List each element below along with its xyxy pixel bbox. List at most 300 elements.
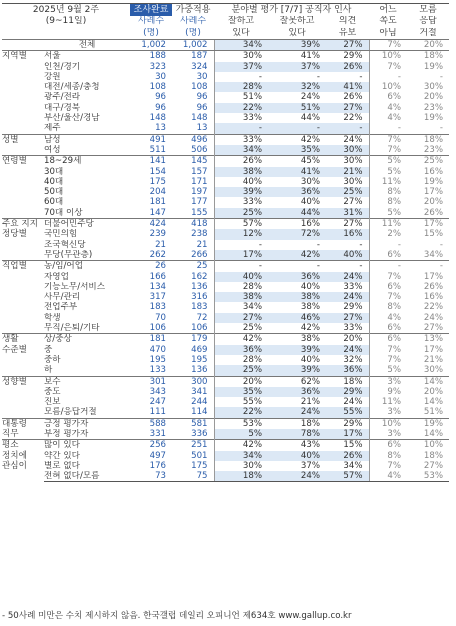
neither-pct: 4% bbox=[369, 471, 407, 482]
survey-count: 106 bbox=[149, 323, 167, 334]
weighted-count: 114 bbox=[172, 407, 214, 418]
row-label: 많이 있다 bbox=[44, 440, 130, 451]
col-dk-sub: 응답 bbox=[419, 16, 437, 27]
dk-pct: 30% bbox=[423, 82, 444, 93]
weighted-count: 341 bbox=[172, 387, 214, 397]
good-pct: 36% bbox=[214, 345, 268, 355]
row-label: 더불어민주당 bbox=[44, 219, 130, 230]
table-row bbox=[2, 313, 449, 323]
row-label: 중하 bbox=[44, 354, 61, 365]
col-bad-sub: 있다 bbox=[268, 28, 326, 40]
good-pct: 34% bbox=[214, 451, 268, 461]
weighted-count: 244 bbox=[172, 397, 214, 407]
good-pct: 25% bbox=[214, 365, 268, 376]
neither-pct: 3% bbox=[387, 428, 402, 439]
dk-pct: 23% bbox=[423, 102, 444, 113]
bad-pct: 40% bbox=[300, 281, 321, 292]
row-label: 자영업 bbox=[44, 271, 69, 282]
good-pct: 28% bbox=[242, 281, 263, 292]
bad-pct: 37% bbox=[268, 62, 326, 72]
col-weighted-count-header: 가중적용 bbox=[172, 4, 214, 16]
bad-pct: 32% bbox=[268, 82, 326, 92]
neither-pct: 5% bbox=[387, 365, 402, 376]
table-row bbox=[2, 51, 449, 62]
neither-pct: 7% bbox=[369, 40, 407, 51]
col-bad-header: 잘못하고 bbox=[279, 16, 315, 27]
survey-count: 133 bbox=[149, 365, 167, 376]
good-pct: 39% bbox=[214, 187, 268, 197]
col-opinion-sub: 유보 bbox=[326, 28, 369, 40]
weighted-count: 30 bbox=[172, 72, 214, 82]
weighted-count: 197 bbox=[172, 187, 214, 197]
neither-pct: 7% bbox=[387, 292, 402, 303]
good-pct: 22% bbox=[214, 103, 268, 113]
row-label: 상/중상 bbox=[44, 334, 130, 345]
weighted-count: 177 bbox=[172, 197, 214, 207]
row-label: 학생 bbox=[44, 312, 61, 323]
bad-pct: - bbox=[268, 123, 326, 134]
good-pct: 57% bbox=[214, 219, 268, 230]
weighted-count: 72 bbox=[172, 313, 214, 323]
bad-pct: 40% bbox=[300, 354, 321, 365]
neither-pct: - bbox=[397, 123, 402, 134]
opinion-pct: 26% bbox=[326, 451, 369, 461]
opinion-pct: 36% bbox=[326, 365, 369, 376]
row-label: 인천/경기 bbox=[44, 61, 81, 72]
dk-pct: 17% bbox=[423, 344, 444, 355]
neither-pct: 8% bbox=[387, 302, 402, 313]
dk-pct: 20% bbox=[423, 197, 444, 208]
neither-pct: 8% bbox=[387, 187, 402, 198]
survey-count: 134 bbox=[149, 281, 167, 292]
table-row bbox=[2, 82, 449, 92]
bad-pct: 37% bbox=[300, 460, 321, 471]
bad-pct: 36% bbox=[268, 187, 326, 197]
survey-count: 154 bbox=[149, 166, 167, 177]
survey-count: 1,002 bbox=[130, 40, 172, 51]
row-label: 부정 평가자 bbox=[44, 428, 89, 439]
neither-pct: 8% bbox=[387, 197, 402, 208]
group-label bbox=[2, 40, 44, 51]
good-pct: - bbox=[214, 261, 268, 272]
table-row bbox=[2, 156, 449, 167]
row-label: 대구/경북 bbox=[44, 102, 81, 113]
table-body bbox=[2, 40, 449, 482]
good-pct: 40% bbox=[214, 272, 268, 282]
opinion-pct: 29% bbox=[326, 302, 369, 312]
col-survey-unit: (명) bbox=[130, 28, 172, 40]
table-row bbox=[2, 72, 449, 82]
weighted-count: 21 bbox=[172, 240, 214, 250]
bad-pct: 51% bbox=[268, 103, 326, 113]
weighted-count: 324 bbox=[172, 62, 214, 72]
survey-count: 195 bbox=[149, 354, 167, 365]
survey-count: 26 bbox=[130, 261, 172, 272]
col-good-header: 잘하고 bbox=[227, 16, 255, 27]
table-row bbox=[2, 451, 449, 461]
weighted-count: 106 bbox=[172, 323, 214, 334]
weighted-count: 75 bbox=[172, 471, 214, 482]
table-row bbox=[2, 440, 449, 451]
total-row bbox=[2, 40, 449, 51]
survey-count: 181 bbox=[130, 334, 172, 345]
dk-pct: 34% bbox=[423, 249, 444, 260]
good-pct: 28% bbox=[214, 82, 268, 92]
row-label: 여성 bbox=[44, 144, 61, 155]
row-label: 긍정 평가자 bbox=[44, 418, 130, 429]
row-label: 보수 bbox=[44, 376, 130, 387]
neither-pct: 6% bbox=[387, 323, 402, 334]
dk-pct: 25% bbox=[407, 156, 449, 167]
good-pct: 42% bbox=[214, 334, 268, 345]
opinion-pct: - bbox=[326, 240, 369, 250]
neither-pct: 4% bbox=[387, 102, 402, 113]
dk-pct: 53% bbox=[407, 471, 449, 482]
survey-count: 424 bbox=[130, 219, 172, 230]
weighted-count: 179 bbox=[172, 334, 214, 345]
opinion-pct: 18% bbox=[326, 376, 369, 387]
dk-pct: 27% bbox=[423, 460, 444, 471]
neither-pct: 11% bbox=[381, 397, 402, 408]
survey-count: 183 bbox=[149, 302, 167, 313]
weighted-count: 155 bbox=[172, 208, 214, 219]
group-label: 지역별 bbox=[2, 51, 27, 62]
group-label: 성별 bbox=[2, 134, 44, 156]
survey-count: 148 bbox=[149, 113, 167, 124]
dk-pct: 23% bbox=[423, 144, 444, 155]
opinion-pct: 15% bbox=[326, 440, 369, 451]
bad-pct: 46% bbox=[268, 313, 326, 323]
bad-pct: 40% bbox=[268, 451, 326, 461]
neither-pct: 10% bbox=[381, 82, 402, 93]
dk-pct: 26% bbox=[423, 281, 444, 292]
good-pct: 37% bbox=[214, 62, 268, 72]
opinion-pct: 33% bbox=[326, 323, 369, 334]
weighted-count: 162 bbox=[172, 272, 214, 282]
good-pct: - bbox=[214, 123, 268, 134]
opinion-pct: 41% bbox=[326, 82, 369, 92]
dk-pct: 27% bbox=[423, 323, 444, 334]
col-good-sub: 있다 bbox=[214, 28, 268, 40]
group-label: 성향별 bbox=[2, 376, 44, 418]
row-label: 서울 bbox=[44, 51, 61, 62]
group-label: 생활 수준별 bbox=[2, 334, 44, 376]
survey-count: 141 bbox=[130, 156, 172, 167]
survey-count: 111 bbox=[149, 407, 167, 418]
neither-pct: 5% bbox=[387, 166, 402, 177]
table-row bbox=[2, 197, 449, 207]
weighted-count: 96 bbox=[172, 92, 214, 102]
dk-pct: 16% bbox=[423, 166, 444, 177]
neither-pct: 7% bbox=[387, 460, 402, 471]
dk-pct: 18% bbox=[423, 51, 444, 62]
row-label: 남성 bbox=[44, 134, 130, 145]
good-pct: 22% bbox=[214, 407, 268, 418]
bad-pct: 16% bbox=[268, 219, 326, 230]
survey-count: 247 bbox=[149, 397, 167, 408]
bad-pct: 44% bbox=[300, 113, 321, 124]
row-label: 광주/전라 bbox=[44, 92, 81, 103]
dk-pct: 26% bbox=[423, 207, 444, 218]
good-pct: 33% bbox=[214, 134, 268, 145]
survey-count: 30 bbox=[155, 71, 167, 82]
neither-pct: 11% bbox=[369, 219, 407, 230]
table-row bbox=[2, 282, 449, 292]
table-row bbox=[2, 229, 449, 239]
opinion-pct: 40% bbox=[326, 250, 369, 261]
opinion-pct: 24% bbox=[326, 397, 369, 407]
weighted-count: 581 bbox=[172, 418, 214, 429]
good-pct: 51% bbox=[242, 92, 263, 103]
opinion-pct: 34% bbox=[326, 461, 369, 471]
neither-pct: 7% bbox=[387, 144, 402, 155]
opinion-pct: 24% bbox=[326, 345, 369, 355]
row-label: 진보 bbox=[44, 397, 61, 408]
dk-pct: 19% bbox=[407, 418, 449, 429]
col-survey-sub: 사례수 bbox=[137, 16, 165, 27]
survey-count: 175 bbox=[149, 176, 167, 187]
dk-pct: 19% bbox=[423, 61, 444, 72]
table-row bbox=[2, 407, 449, 418]
neither-pct: - bbox=[397, 71, 402, 82]
row-label: 모름/응답거절 bbox=[44, 407, 97, 418]
bad-pct: 42% bbox=[268, 134, 326, 145]
dk-pct: 15% bbox=[423, 229, 444, 240]
table-row bbox=[2, 187, 449, 197]
good-pct: 20% bbox=[214, 376, 268, 387]
col-survey-count-header: 조사완료 bbox=[130, 4, 172, 16]
bad-pct: 41% bbox=[300, 51, 321, 62]
opinion-pct: 29% bbox=[326, 387, 369, 397]
table-row bbox=[2, 250, 449, 261]
survey-count: 188 bbox=[149, 51, 167, 62]
dk-pct: 16% bbox=[423, 292, 444, 303]
bad-pct: 42% bbox=[268, 250, 326, 261]
opinion-pct: 24% bbox=[326, 292, 369, 302]
good-pct: 38% bbox=[214, 167, 268, 177]
row-label: 전업주부 bbox=[44, 302, 78, 313]
neither-pct: 3% bbox=[369, 376, 407, 387]
weighted-count: 238 bbox=[172, 229, 214, 239]
bad-pct: 21% bbox=[300, 397, 321, 408]
dk-pct: 14% bbox=[407, 376, 449, 387]
dk-pct: 14% bbox=[423, 397, 444, 408]
opinion-pct: 27% bbox=[326, 219, 369, 230]
neither-pct: 6% bbox=[387, 249, 402, 260]
survey-count: 470 bbox=[149, 344, 167, 355]
bad-pct: 30% bbox=[300, 176, 321, 187]
opinion-pct: - bbox=[326, 123, 369, 134]
good-pct: 5% bbox=[214, 429, 268, 440]
bad-pct: 40% bbox=[300, 197, 321, 208]
survey-count: 491 bbox=[130, 134, 172, 145]
table-row bbox=[2, 376, 449, 387]
table-row bbox=[2, 113, 449, 123]
row-label: 사무/관리 bbox=[44, 292, 81, 303]
bad-pct: 78% bbox=[268, 429, 326, 440]
bad-pct: 41% bbox=[268, 167, 326, 177]
neither-pct: 6% bbox=[387, 92, 402, 103]
row-label: 전체 bbox=[44, 40, 130, 51]
neither-pct: 8% bbox=[387, 450, 402, 461]
good-pct: 55% bbox=[242, 397, 263, 408]
bad-pct: 45% bbox=[268, 156, 326, 167]
survey-count: 317 bbox=[149, 292, 167, 303]
neither-pct: - bbox=[369, 261, 407, 272]
opinion-pct: 22% bbox=[326, 113, 369, 123]
good-pct: 34% bbox=[214, 40, 268, 51]
neither-pct: 7% bbox=[387, 271, 402, 282]
neither-pct: 4% bbox=[387, 312, 402, 323]
survey-period: 2025년 9월 2주 bbox=[2, 4, 130, 16]
good-pct: 34% bbox=[214, 145, 268, 156]
bad-pct: 38% bbox=[268, 334, 326, 345]
good-pct: 30% bbox=[242, 460, 263, 471]
dk-pct: 22% bbox=[423, 302, 444, 313]
survey-count: 262 bbox=[149, 249, 167, 260]
opinion-pct: 27% bbox=[326, 40, 369, 51]
dk-pct: 20% bbox=[423, 386, 444, 397]
opinion-pct: 30% bbox=[326, 145, 369, 156]
survey-count: 323 bbox=[149, 61, 167, 72]
good-pct: 18% bbox=[214, 471, 268, 482]
opinion-pct: 29% bbox=[326, 418, 369, 429]
survey-count: 301 bbox=[130, 376, 172, 387]
good-pct: 30% bbox=[242, 51, 263, 62]
table-row bbox=[2, 261, 449, 272]
table-row bbox=[2, 292, 449, 302]
weighted-count: 496 bbox=[172, 134, 214, 145]
col-neither-sub: 쪽도 bbox=[379, 16, 397, 27]
table-row bbox=[2, 62, 449, 72]
results-table bbox=[2, 3, 449, 482]
col-neither-unit: 아님 bbox=[369, 28, 407, 40]
dk-pct: 19% bbox=[423, 113, 444, 124]
good-pct: 26% bbox=[214, 156, 268, 167]
table-row bbox=[2, 334, 449, 345]
weighted-count: 13 bbox=[172, 123, 214, 134]
neither-pct: 10% bbox=[369, 418, 407, 429]
table-row bbox=[2, 123, 449, 134]
opinion-pct: 26% bbox=[326, 92, 369, 102]
bad-pct: - bbox=[268, 261, 326, 272]
dk-pct: 19% bbox=[423, 176, 444, 187]
dk-pct: 21% bbox=[423, 354, 444, 365]
table-row bbox=[2, 387, 449, 397]
survey-count: 70 bbox=[155, 312, 167, 323]
bad-pct: 38% bbox=[268, 292, 326, 302]
table-row bbox=[2, 177, 449, 187]
neither-pct: 6% bbox=[369, 334, 407, 345]
opinion-pct: 16% bbox=[326, 229, 369, 239]
weighted-count: 187 bbox=[172, 51, 214, 62]
bad-pct: 39% bbox=[268, 365, 326, 376]
dk-pct: - bbox=[407, 261, 449, 272]
table-row bbox=[2, 103, 449, 113]
good-pct: 27% bbox=[214, 313, 268, 323]
weighted-count: 251 bbox=[172, 440, 214, 451]
opinion-pct: 17% bbox=[326, 429, 369, 440]
good-pct: 33% bbox=[242, 197, 263, 208]
weighted-count: 183 bbox=[172, 302, 214, 312]
opinion-pct: 25% bbox=[326, 187, 369, 197]
neither-pct: 4% bbox=[387, 113, 402, 124]
good-pct: 28% bbox=[242, 354, 263, 365]
row-label: 70대 이상 bbox=[44, 207, 83, 218]
opinion-pct: 27% bbox=[326, 103, 369, 113]
good-pct: 42% bbox=[214, 440, 268, 451]
survey-dates: (9~11일) bbox=[45, 16, 87, 27]
opinion-pct: 30% bbox=[326, 156, 369, 167]
row-label: 조국혁신당 bbox=[44, 239, 86, 250]
table-row bbox=[2, 461, 449, 471]
row-label: 별로 없다 bbox=[44, 460, 80, 471]
good-pct: 53% bbox=[214, 418, 268, 429]
neither-pct: 7% bbox=[387, 354, 402, 365]
table-row bbox=[2, 471, 449, 482]
row-label: 대전/세종/충청 bbox=[44, 82, 100, 93]
bad-pct: 24% bbox=[300, 92, 321, 103]
neither-pct: 7% bbox=[387, 344, 402, 355]
weighted-count: 96 bbox=[172, 103, 214, 113]
table-row bbox=[2, 365, 449, 376]
opinion-pct: 24% bbox=[326, 272, 369, 282]
neither-pct: 6% bbox=[369, 440, 407, 451]
group-label: 연령별 bbox=[2, 156, 44, 219]
weighted-count: 506 bbox=[172, 145, 214, 156]
bad-pct: 24% bbox=[268, 407, 326, 418]
opinion-pct: 57% bbox=[326, 471, 369, 482]
col-opinion-header: 의견 bbox=[338, 16, 357, 27]
weighted-count: 300 bbox=[172, 376, 214, 387]
dk-pct: 17% bbox=[423, 271, 444, 282]
bad-pct: 62% bbox=[268, 376, 326, 387]
col-weighted-sub: 사례수 bbox=[179, 16, 207, 27]
row-label: 무직/은퇴/기타 bbox=[44, 323, 100, 334]
weighted-count: 171 bbox=[172, 177, 214, 187]
table-row bbox=[2, 355, 449, 365]
row-label: 중 bbox=[44, 344, 53, 355]
bad-pct: 39% bbox=[268, 345, 326, 355]
row-label: 농/임/어업 bbox=[44, 261, 130, 272]
row-label: 40대 bbox=[44, 176, 64, 187]
table-row bbox=[2, 145, 449, 156]
row-label: 강원 bbox=[44, 71, 61, 82]
opinion-pct: - bbox=[326, 261, 369, 272]
neither-pct: 5% bbox=[369, 156, 407, 167]
survey-count: 331 bbox=[149, 428, 167, 439]
table-row bbox=[2, 323, 449, 334]
row-label: 중도 bbox=[44, 386, 61, 397]
good-pct: 38% bbox=[214, 292, 268, 302]
dk-pct: 10% bbox=[407, 440, 449, 451]
opinion-pct: 31% bbox=[326, 208, 369, 219]
dk-pct: 17% bbox=[407, 219, 449, 230]
group-label: 주요 지지 정당별 bbox=[2, 219, 44, 261]
row-label: 18~29세 bbox=[44, 156, 130, 167]
opinion-pct: 27% bbox=[326, 313, 369, 323]
bad-pct: 72% bbox=[268, 229, 326, 239]
good-pct: - bbox=[258, 239, 263, 250]
weighted-count: 108 bbox=[172, 82, 214, 92]
opinion-pct: 20% bbox=[326, 334, 369, 345]
table-row bbox=[2, 240, 449, 250]
group-header: 분야별 평가 [7/7] 공직자 인사 bbox=[214, 4, 369, 16]
row-label: 60대 bbox=[44, 197, 64, 208]
dk-pct: 17% bbox=[423, 187, 444, 198]
opinion-pct: 32% bbox=[326, 355, 369, 365]
col-weighted-unit: (명) bbox=[172, 28, 214, 40]
